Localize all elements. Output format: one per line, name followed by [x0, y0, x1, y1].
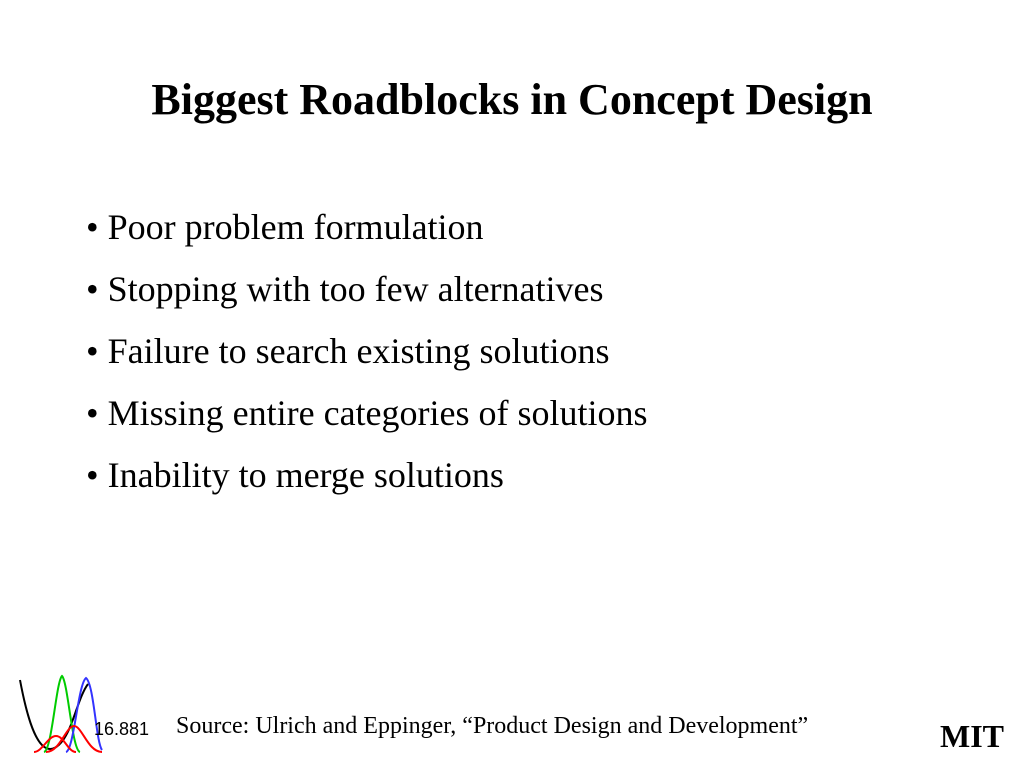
institution-label: MIT	[940, 718, 1004, 754]
distribution-curves-icon	[16, 672, 104, 754]
bullet-item: • Inability to merge solutions	[86, 455, 504, 495]
slide-title: Biggest Roadblocks in Concept Design	[151, 75, 873, 124]
bullet-item: • Poor problem formulation	[86, 207, 484, 247]
course-number: 16.881	[94, 719, 150, 739]
bullet-item: • Stopping with too few alternatives	[86, 269, 604, 309]
bullet-item: • Missing entire categories of solutions	[86, 393, 648, 433]
bullet-item: • Failure to search existing solutions	[86, 331, 610, 371]
source-citation: Source: Ulrich and Eppinger, “Product Design and Development”	[176, 713, 809, 739]
bullet-list	[86, 196, 648, 506]
